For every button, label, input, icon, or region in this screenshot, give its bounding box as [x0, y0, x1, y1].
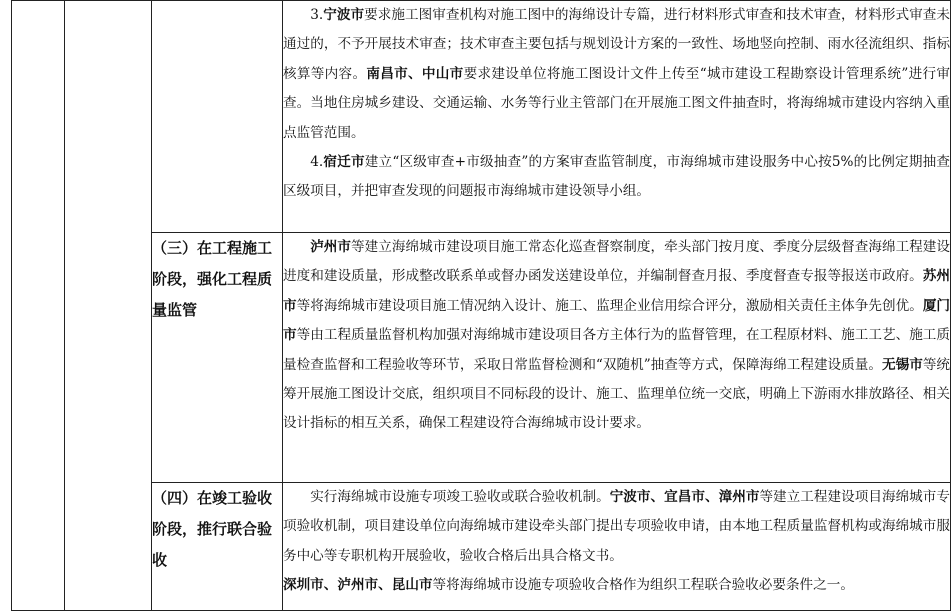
stage-label: （四）在竣工验收阶段，推行联合验收 [152, 489, 273, 569]
table-row [12, 483, 951, 611]
stage-label: （三）在工程施工阶段，强化工程质量监管 [152, 239, 273, 319]
paragraph: 深圳市、泸州市、昆山市等将海绵城市设施专项验收合格作为组织工程联合验收必要条件之一。 [283, 577, 854, 594]
city-name: 南昌市、中山市 [366, 65, 464, 82]
measure-content-cell [283, 1, 951, 233]
stage-label-cell [152, 483, 283, 611]
paragraph: 3.宁波市要求施工图审查机构对施工图中的海绵设计专篇，进行材料形式审查和技术审查，材料形式审查未通过的，不予开展技术审查；技术审查主要包括与规划设计方案的一致性、场地竖向控制、雨水径流组织、指标核算等内容。南昌市、中山市要求建设单位将施工图设计文件上传至“城市建设工程勘察设计管理系统”进行审查。当地住房城乡建设、交通运输、水务等行业主管部门在开展施工图文件抽查时，将海绵城市建设内容纳入重点监管范围。 [283, 7, 951, 141]
city-name: 宁波市 [323, 7, 365, 23]
paragraph: 4.宿迁市建立“区级审查+市级抽查”的方案审查监管制度，市海绵城市建设服务中心按5%的比例定期抽查区级项目，并把审查发现的问题报市海绵城市建设领导小组。 [283, 154, 951, 200]
city-name: 苏州市 [283, 268, 951, 314]
city-name: 无锡市 [881, 356, 923, 373]
category-column-cell [65, 1, 152, 611]
city-name: 深圳市、泸州市、昆山市 [283, 577, 433, 594]
measure-content-cell [283, 233, 951, 483]
table-row [12, 233, 951, 483]
city-name: 厦门市 [283, 297, 951, 344]
city-name: 宁波市、宜昌市、漳州市 [609, 489, 760, 505]
table-row [12, 1, 951, 233]
city-name: 宿迁市 [323, 154, 365, 171]
stage-label-cell [152, 233, 283, 483]
index-column-cell [12, 1, 65, 611]
paragraph: 实行海绵城市设施专项竣工验收或联合验收机制。宁波市、宜昌市、漳州市等建立工程建设项目海绵城市专项验收机制，项目建设单位向海绵城市建设牵头部门提出专项验收申请，由本地工程质量监督机构或海绵城市服务中心等专职机构开展验收，验收合格后出具合格文书。 [283, 489, 951, 564]
stage-label-cell [152, 1, 283, 233]
city-name: 泸州市 [310, 239, 352, 255]
document-table [11, 0, 951, 611]
measure-content-cell [283, 483, 951, 611]
paragraph: 泸州市等建立海绵城市建设项目施工常态化巡查督察制度，牵头部门按月度、季度分层级督查海绵工程建设进度和建设质量，形成整改联系单或督办函发送建设单位，并编制督查月报、季度督查专报等报送市政府。苏州市等将海绵城市建设项目施工情况纳入设计、施工、监理企业信用综合评分，激励相关责任主体争先创优。厦门市等由工程质量监督机构加强对海绵城市建设项目各方主体行为的监督管理，在工程原材料、施工工艺、施工质量检查监督和工程验收等环节，采取日常监督检测和“双随机”抽查等方式，保障海绵工程建设质量。无锡市等统筹开展施工图设计交底，组织项目不同标段的设计、施工、监理单位统一交底，明确上下游雨水排放路径、相关设计指标的相互关系，确保工程建设符合海绵城市设计要求。 [283, 239, 951, 432]
